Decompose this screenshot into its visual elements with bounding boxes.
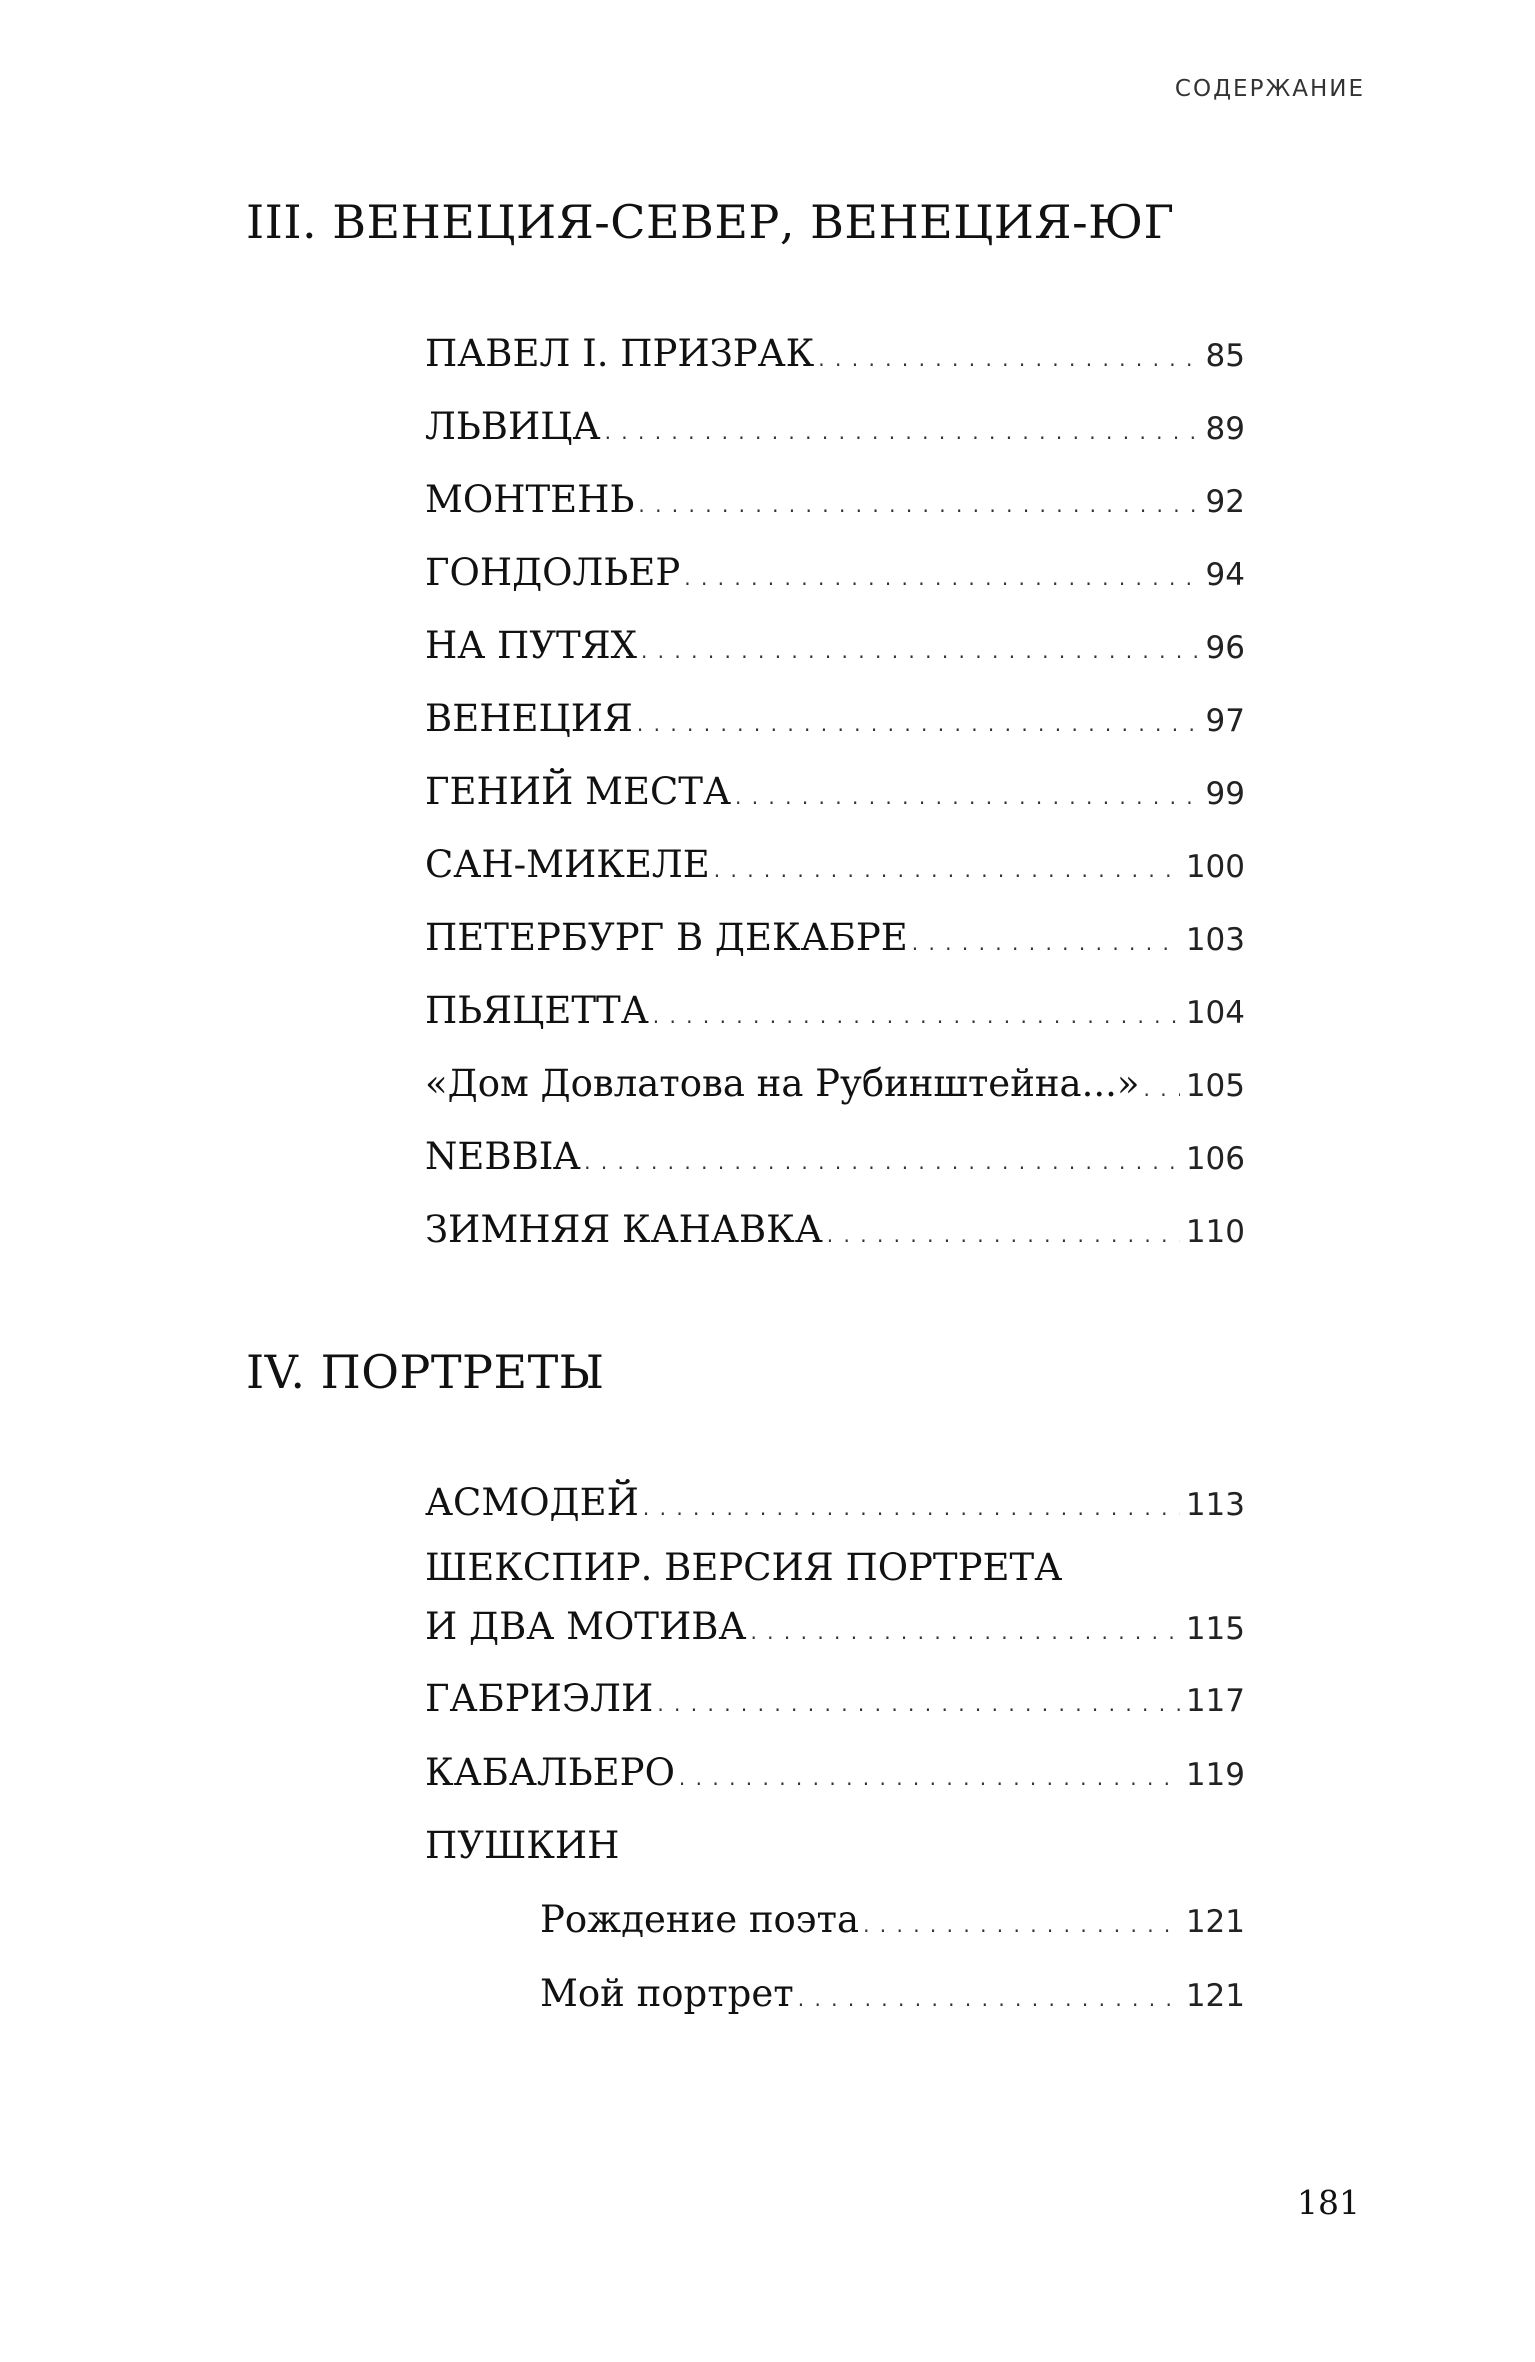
dot-leader <box>684 566 1199 590</box>
dot-leader <box>863 1913 1180 1937</box>
entry-page-number: 94 <box>1205 557 1245 593</box>
toc-entry[interactable] <box>425 1474 1245 1524</box>
dot-leader <box>818 347 1199 371</box>
entry-page-number: 110 <box>1185 1214 1245 1250</box>
entry-page-number: 115 <box>1185 1611 1245 1647</box>
dot-leader <box>637 712 1200 736</box>
toc-entry-group[interactable] <box>425 1817 1245 1867</box>
entry-page-number: 117 <box>1185 1683 1245 1719</box>
dot-leader <box>735 785 1200 809</box>
dot-leader <box>679 1766 1180 1790</box>
toc-entry[interactable] <box>425 471 1245 521</box>
entry-title: NEBBIA <box>425 1135 581 1178</box>
toc-subentry[interactable] <box>540 1965 1245 2015</box>
dot-leader <box>798 1987 1180 2011</box>
dot-leader <box>912 931 1180 955</box>
entry-page-number: 105 <box>1185 1068 1245 1104</box>
toc-entry[interactable] <box>425 544 1245 594</box>
entry-page-number: 103 <box>1185 922 1245 958</box>
running-head: СОДЕРЖАНИЕ <box>1174 76 1365 102</box>
entry-page-number: 99 <box>1205 776 1245 812</box>
entry-page-number: 106 <box>1185 1141 1245 1177</box>
dot-leader <box>1144 1077 1180 1101</box>
entry-title: МОНТЕНЬ <box>425 478 635 521</box>
entry-title: НА ПУТЯХ <box>425 624 637 667</box>
toc-entry[interactable] <box>425 325 1245 375</box>
toc-subentry[interactable] <box>540 1891 1245 1941</box>
entry-title: ПЕТЕРБУРГ В ДЕКАБРЕ <box>425 916 908 959</box>
dot-leader <box>714 858 1180 882</box>
toc-entry[interactable] <box>425 1670 1245 1720</box>
dot-leader <box>605 420 1200 444</box>
entry-page-number: 89 <box>1205 411 1245 447</box>
toc-entry[interactable] <box>425 617 1245 667</box>
toc-entry[interactable] <box>425 763 1245 813</box>
dot-leader <box>657 1692 1180 1716</box>
dot-leader <box>584 1150 1180 1174</box>
entry-title: САН-МИКЕЛЕ <box>425 843 710 886</box>
section-title-3: III. ВЕНЕЦИЯ-СЕВЕР, ВЕНЕЦИЯ-ЮГ <box>246 195 1175 249</box>
entry-page-number: 85 <box>1205 338 1245 374</box>
entry-title: Рождение поэта <box>540 1898 860 1941</box>
entry-title: «Дом Довлатова на Рубинштейна...» <box>425 1062 1140 1105</box>
toc-entry[interactable] <box>425 909 1245 959</box>
dot-leader <box>653 1004 1180 1028</box>
dot-leader <box>750 1620 1179 1644</box>
dot-leader <box>638 493 1199 517</box>
section-title-4: IV. ПОРТРЕТЫ <box>246 1345 605 1399</box>
entry-page-number: 97 <box>1205 703 1245 739</box>
dot-leader <box>643 1496 1180 1520</box>
dot-leader <box>827 1223 1180 1247</box>
entry-title: ГАБРИЭЛИ <box>425 1677 654 1720</box>
entry-title: КАБАЛЬЕРО <box>425 1751 675 1794</box>
toc-entry[interactable] <box>425 1201 1245 1251</box>
toc-entry[interactable] <box>425 982 1245 1032</box>
toc-entry[interactable] <box>425 398 1245 448</box>
dot-leader <box>641 639 1200 663</box>
entry-title: ПУШКИН <box>425 1824 620 1867</box>
entry-title: ВЕНЕЦИЯ <box>425 697 633 740</box>
entry-page-number: 121 <box>1185 1978 1245 2014</box>
entry-title: И ДВА МОТИВА <box>425 1605 747 1648</box>
entry-title: ПАВЕЛ I. ПРИЗРАК <box>425 332 815 375</box>
entry-page-number: 119 <box>1185 1757 1245 1793</box>
toc-entry[interactable] <box>425 1744 1245 1794</box>
entry-title: Мой портрет <box>540 1972 794 2015</box>
entry-page-number: 121 <box>1185 1904 1245 1940</box>
entry-title: ГОНДОЛЬЕР <box>425 551 681 594</box>
entry-title-line1: ШЕКСПИР. ВЕРСИЯ ПОРТРЕТА <box>425 1546 1063 1589</box>
toc-entry[interactable] <box>425 1128 1245 1178</box>
page-number: 181 <box>1297 2183 1360 2222</box>
toc-entry[interactable] <box>425 1055 1245 1105</box>
toc-entry[interactable] <box>425 836 1245 886</box>
toc-entry-two-line[interactable] <box>425 1546 1245 1648</box>
entry-page-number: 100 <box>1185 849 1245 885</box>
entry-page-number: 96 <box>1205 630 1245 666</box>
entry-page-number: 104 <box>1185 995 1245 1031</box>
entry-title: АСМОДЕЙ <box>425 1481 639 1524</box>
toc-entry[interactable] <box>425 690 1245 740</box>
entry-page-number: 113 <box>1185 1487 1245 1523</box>
entry-page-number: 92 <box>1205 484 1245 520</box>
entry-title: ЗИМНЯЯ КАНАВКА <box>425 1208 823 1251</box>
entry-title: ЛЬВИЦА <box>425 405 601 448</box>
entry-title: ГЕНИЙ МЕСТА <box>425 770 731 813</box>
entry-title: ПЬЯЦЕТТА <box>425 989 649 1032</box>
